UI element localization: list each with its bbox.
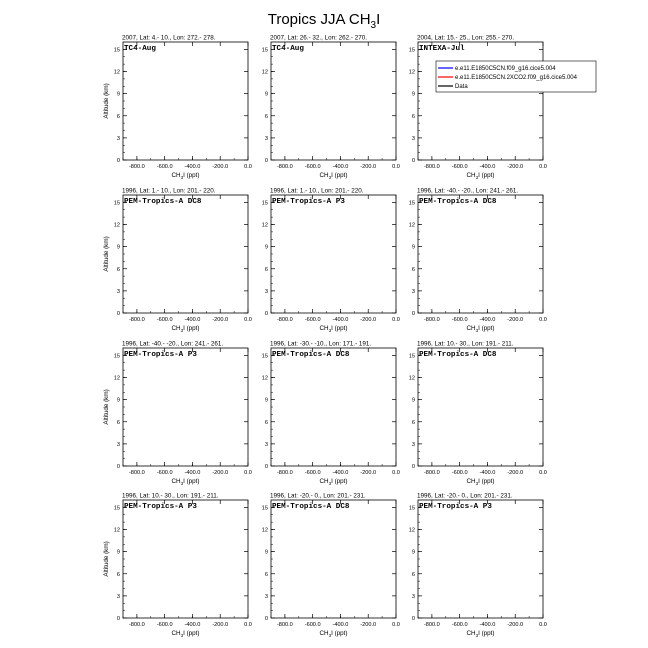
y-axis-label: Altitude (km) [103, 236, 110, 272]
x-tick-label: -800.0 [423, 164, 440, 170]
x-tick-label: -200.0 [212, 164, 229, 170]
x-tick-label: -800.0 [276, 470, 293, 476]
x-axis-label: $CH_3I$ (ppt) [171, 325, 200, 333]
campaign-label: PEM-Tropics-A DC8 [419, 198, 497, 206]
x-axis-label: $CH_3I$ (ppt) [171, 172, 200, 180]
y-tick-label: 9 [264, 549, 268, 556]
x-axis-label: $CH_3I$ (ppt) [319, 172, 348, 180]
y-tick-label: 6 [116, 113, 120, 120]
x-tick-label: -400.0 [332, 164, 349, 170]
y-tick-label: 15 [261, 505, 268, 512]
y-tick-label: 6 [116, 571, 120, 578]
x-tick-label: -400.0 [479, 164, 496, 170]
y-tick-label: 15 [113, 200, 120, 207]
x-tick-label: -800.0 [276, 164, 293, 170]
y-tick-label: 3 [411, 135, 415, 142]
x-tick-label: -400.0 [184, 622, 201, 628]
y-tick-label: 15 [113, 353, 120, 360]
x-tick-label: -400.0 [184, 164, 201, 170]
y-tick-label: 6 [411, 266, 415, 273]
y-tick-label: 6 [411, 571, 415, 578]
x-tick-label: 0.0 [539, 317, 547, 323]
panel-header: 2007, Lat: 4.- 10., Lon: 272.- 278. [122, 34, 216, 42]
y-tick-label: 12 [408, 527, 415, 534]
panel-header: 1996, Lat: -40.- -20., Lon: 241.- 261. [417, 187, 519, 195]
y-tick-label: 15 [408, 200, 415, 207]
campaign-label: TC4-Aug [272, 45, 304, 53]
panel-header: 1996, Lat: -40.- -20., Lon: 241.- 261. [122, 340, 224, 348]
y-tick-label: 0 [264, 616, 268, 622]
plot-frame [123, 348, 248, 466]
y-tick-label: 12 [261, 69, 268, 76]
y-tick-label: 9 [116, 549, 120, 556]
y-tick-label: 3 [411, 288, 415, 295]
y-tick-label: 6 [411, 113, 415, 120]
plot-frame [123, 500, 248, 618]
panel-header: 1996, Lat: 10.- 30., Lon: 191.- 211. [417, 340, 514, 348]
x-tick-label: 0.0 [392, 317, 400, 323]
y-tick-label: 0 [264, 158, 268, 164]
legend-entry-label: e.e11.E1850C5CN.2XCO2.f09_g16.cice5.004 [455, 75, 577, 81]
x-tick-label: -400.0 [332, 470, 349, 476]
panel [409, 341, 547, 487]
x-axis-label: $CH_3I$ (ppt) [319, 630, 348, 638]
x-tick-label: -200.0 [360, 622, 377, 628]
plot-frame [271, 348, 396, 466]
plot-frame [418, 500, 543, 618]
y-tick-label: 6 [264, 571, 268, 578]
y-tick-label: 15 [113, 47, 120, 54]
x-tick-label: -400.0 [479, 470, 496, 476]
plot-frame [123, 195, 248, 313]
panel-header: 1996, Lat: -20.- 0., Lon: 201.- 231. [270, 492, 366, 500]
y-tick-label: 9 [411, 244, 415, 251]
x-axis-label: $CH_3I$ (ppt) [319, 478, 348, 486]
y-tick-label: 0 [411, 464, 415, 470]
y-tick-label: 12 [261, 375, 268, 382]
campaign-label: PEM-Tropics-A DC8 [124, 198, 202, 206]
x-tick-label: 0.0 [539, 470, 547, 476]
y-axis-label: Altitude (km) [103, 83, 110, 119]
panel [262, 341, 400, 487]
campaign-label: TC4-Aug [124, 45, 156, 53]
x-tick-label: -800.0 [276, 317, 293, 323]
y-axis-label: Altitude (km) [103, 541, 110, 577]
panel [103, 341, 252, 487]
x-tick-label: -800.0 [423, 317, 440, 323]
x-axis-label: $CH_3I$ (ppt) [466, 172, 495, 180]
x-tick-label: 0.0 [244, 317, 252, 323]
x-tick-label: -600.0 [304, 622, 321, 628]
y-tick-label: 9 [264, 91, 268, 98]
x-tick-label: -200.0 [507, 470, 524, 476]
x-tick-label: -600.0 [451, 317, 468, 323]
campaign-label: PEM-Tropics-A DC8 [272, 351, 350, 359]
campaign-label: PEM-Tropics-A P3 [124, 503, 197, 511]
x-tick-label: -200.0 [507, 164, 524, 170]
x-tick-label: 0.0 [539, 164, 547, 170]
panel [262, 35, 400, 181]
y-tick-label: 6 [264, 419, 268, 426]
y-tick-label: 15 [261, 47, 268, 54]
x-tick-label: -200.0 [360, 470, 377, 476]
legend [436, 61, 596, 92]
y-tick-label: 12 [408, 222, 415, 229]
x-tick-label: 0.0 [244, 470, 252, 476]
y-tick-label: 3 [116, 288, 120, 295]
x-tick-label: -800.0 [128, 470, 145, 476]
panel-header: 1996, Lat: -30.- -10., Lon: 171.- 191. [270, 340, 372, 348]
x-tick-label: -400.0 [479, 622, 496, 628]
x-tick-label: -800.0 [276, 622, 293, 628]
panel-header: 1996, Lat: 1.- 10., Lon: 201.- 220. [122, 187, 216, 195]
y-tick-label: 12 [408, 375, 415, 382]
legend-entry-label: e.e11.E1850C5CN.f09_g16.cice5.004 [455, 66, 556, 72]
y-tick-label: 15 [113, 505, 120, 512]
x-tick-label: -400.0 [332, 317, 349, 323]
x-tick-label: 0.0 [392, 470, 400, 476]
x-tick-label: 0.0 [539, 622, 547, 628]
panel [103, 188, 252, 334]
y-tick-label: 12 [408, 69, 415, 76]
y-tick-label: 9 [411, 397, 415, 404]
y-tick-label: 3 [116, 441, 120, 448]
y-tick-label: 0 [116, 311, 120, 317]
x-tick-label: -400.0 [479, 317, 496, 323]
panel [103, 35, 252, 181]
y-tick-label: 3 [116, 135, 120, 142]
plot-frame [271, 500, 396, 618]
x-tick-label: 0.0 [244, 164, 252, 170]
plot-frame [418, 348, 543, 466]
x-tick-label: -800.0 [128, 622, 145, 628]
y-tick-label: 3 [116, 593, 120, 600]
x-axis-label: $CH_3I$ (ppt) [319, 325, 348, 333]
x-tick-label: -600.0 [156, 164, 173, 170]
y-tick-label: 0 [264, 464, 268, 470]
y-tick-label: 0 [411, 311, 415, 317]
y-tick-label: 15 [408, 505, 415, 512]
x-axis-label: $CH_3I$ (ppt) [466, 478, 495, 486]
y-tick-label: 15 [408, 353, 415, 360]
y-tick-label: 15 [408, 47, 415, 54]
panel [262, 188, 400, 334]
y-tick-label: 0 [411, 158, 415, 164]
y-tick-label: 9 [264, 244, 268, 251]
x-tick-label: -600.0 [451, 164, 468, 170]
panel-header: 2004, Lat: 15.- 25., Lon: 255.- 270. [417, 34, 514, 42]
x-tick-label: -200.0 [360, 317, 377, 323]
y-tick-label: 9 [116, 397, 120, 404]
x-tick-label: -600.0 [304, 470, 321, 476]
y-tick-label: 15 [261, 200, 268, 207]
x-tick-label: -400.0 [184, 317, 201, 323]
campaign-label: PEM-Tropics-A DC8 [419, 351, 497, 359]
y-tick-label: 6 [264, 266, 268, 273]
y-tick-label: 3 [264, 593, 268, 600]
y-tick-label: 0 [116, 616, 120, 622]
plot-frame [123, 42, 248, 160]
plot-frame [418, 195, 543, 313]
y-tick-label: 9 [116, 244, 120, 251]
x-tick-label: -600.0 [156, 317, 173, 323]
x-tick-label: -800.0 [423, 470, 440, 476]
y-tick-label: 0 [264, 311, 268, 317]
y-tick-label: 9 [116, 91, 120, 98]
plot-frame [271, 42, 396, 160]
y-tick-label: 3 [264, 135, 268, 142]
campaign-label: INTEXA-Jul [419, 45, 465, 53]
x-tick-label: 0.0 [392, 622, 400, 628]
x-tick-label: -600.0 [156, 470, 173, 476]
x-tick-label: 0.0 [244, 622, 252, 628]
panel [409, 493, 547, 639]
x-tick-label: -200.0 [212, 317, 229, 323]
campaign-label: PEM-Tropics-A P3 [124, 351, 197, 359]
x-tick-label: -800.0 [423, 622, 440, 628]
y-tick-label: 12 [113, 375, 120, 382]
y-tick-label: 9 [264, 397, 268, 404]
x-tick-label: -200.0 [507, 317, 524, 323]
y-tick-label: 12 [113, 222, 120, 229]
y-tick-label: 6 [116, 419, 120, 426]
figure-title: Tropics JJA $CH_3I$ [267, 11, 381, 31]
x-tick-label: -200.0 [507, 622, 524, 628]
x-tick-label: -200.0 [212, 622, 229, 628]
x-tick-label: -600.0 [451, 622, 468, 628]
y-tick-label: 3 [264, 288, 268, 295]
y-tick-label: 0 [116, 158, 120, 164]
x-tick-label: -400.0 [332, 622, 349, 628]
panel [409, 188, 547, 334]
y-tick-label: 12 [113, 69, 120, 76]
x-tick-label: -600.0 [304, 317, 321, 323]
panel-header: 1996, Lat: 10.- 30., Lon: 191.- 211. [122, 492, 219, 500]
panel-header: 2007, Lat: 26.- 32., Lon: 262.- 270. [270, 34, 367, 42]
x-axis-label: $CH_3I$ (ppt) [171, 630, 200, 638]
x-tick-label: 0.0 [392, 164, 400, 170]
y-tick-label: 6 [116, 266, 120, 273]
campaign-label: PEM-Tropics-A P3 [419, 503, 492, 511]
panel-header: 1996, Lat: 1.- 10., Lon: 201.- 220. [270, 187, 364, 195]
x-tick-label: -400.0 [184, 470, 201, 476]
x-tick-label: -200.0 [360, 164, 377, 170]
y-tick-label: 12 [261, 222, 268, 229]
campaign-label: PEM-Tropics-A P3 [272, 198, 345, 206]
plot-frame [418, 42, 543, 160]
y-tick-label: 15 [261, 353, 268, 360]
panel [103, 493, 252, 639]
legend-entry-label: Data [455, 84, 468, 90]
campaign-label: PEM-Tropics-A DC8 [272, 503, 350, 511]
x-tick-label: -200.0 [212, 470, 229, 476]
x-tick-label: -600.0 [156, 622, 173, 628]
panel-grid [103, 35, 596, 639]
x-axis-label: $CH_3I$ (ppt) [171, 478, 200, 486]
y-tick-label: 12 [261, 527, 268, 534]
y-tick-label: 12 [113, 527, 120, 534]
panel [262, 493, 400, 639]
y-tick-label: 9 [411, 91, 415, 98]
x-tick-label: -600.0 [304, 164, 321, 170]
panel [409, 35, 547, 181]
y-tick-label: 3 [264, 441, 268, 448]
y-tick-label: 6 [264, 113, 268, 120]
y-axis-label: Altitude (km) [103, 389, 110, 425]
y-tick-label: 0 [116, 464, 120, 470]
y-tick-label: 3 [411, 593, 415, 600]
y-tick-label: 3 [411, 441, 415, 448]
plot-frame [271, 195, 396, 313]
panel-header: 1996, Lat: -20.- 0., Lon: 201.- 231. [417, 492, 513, 500]
y-tick-label: 0 [411, 616, 415, 622]
x-tick-label: -800.0 [128, 317, 145, 323]
y-tick-label: 9 [411, 549, 415, 556]
x-axis-label: $CH_3I$ (ppt) [466, 630, 495, 638]
x-tick-label: -600.0 [451, 470, 468, 476]
y-tick-label: 6 [411, 419, 415, 426]
x-tick-label: -800.0 [128, 164, 145, 170]
x-axis-label: $CH_3I$ (ppt) [466, 325, 495, 333]
